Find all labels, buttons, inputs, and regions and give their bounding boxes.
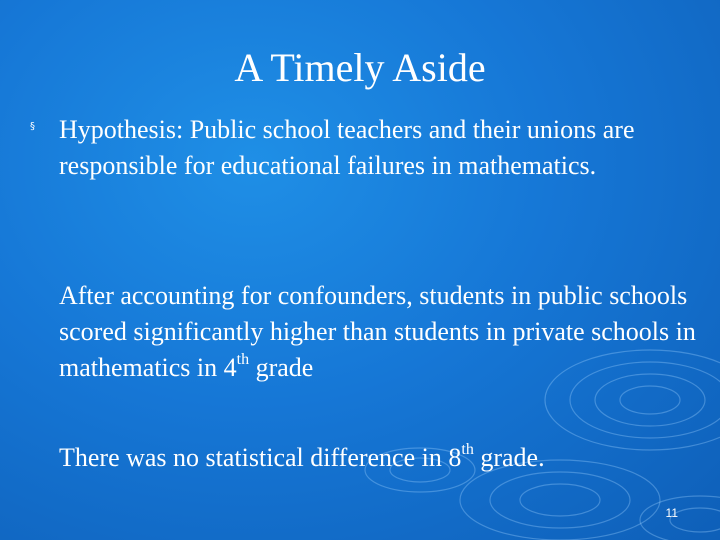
finding-2-text-end: grade. [473, 443, 545, 472]
finding-public-schools-4th-grade [59, 278, 699, 386]
bullet-marker-icon: § [30, 121, 35, 132]
page-number: 11 [665, 506, 678, 520]
slide-title: A Timely Aside [234, 45, 486, 90]
hypothesis-text: Hypothesis: Public school teachers and their unions are responsible for educational failures in mathematics. [59, 115, 635, 180]
finding-2-superscript: th [461, 441, 474, 458]
finding-2-text: There was no statistical difference in 8 [59, 443, 462, 472]
finding-1-text-end: grade [249, 353, 314, 382]
finding-8th-grade [59, 440, 699, 476]
finding-1-superscript: th [236, 351, 250, 368]
finding-1-text: After accounting for confounders, students in public schools scored significantly higher than students in private schools in mathematics in 4 [59, 281, 696, 382]
